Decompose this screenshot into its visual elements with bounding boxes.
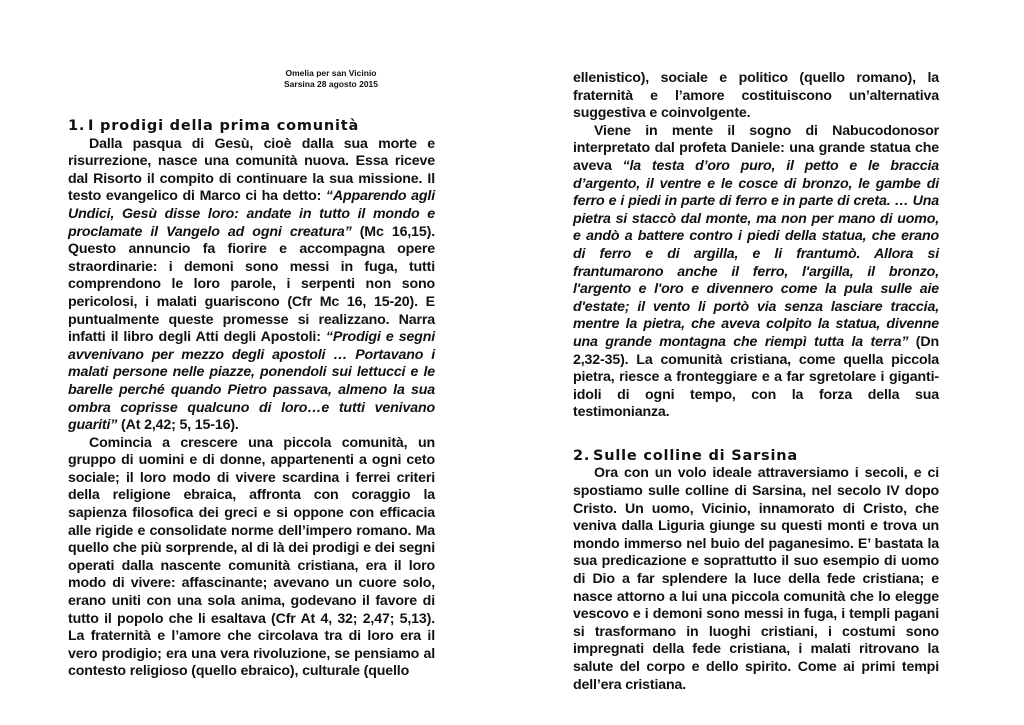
section-2-title: Sulle colline di Sarsina <box>593 447 798 464</box>
paragraph <box>573 123 939 422</box>
paragraph <box>573 70 939 123</box>
body-text: ellenistico), sociale e politico (quello romano), la fraternità e l’amore costituiscono un’alternativa suggestiva e coinvolgente. <box>573 70 939 122</box>
quotation-text: “la testa d’oro puro, il petto e le braccia d’argento, il ventre e le cosce di bronzo, le gambe di ferro e i piedi in parte di ferro e in parte di creta. … Una pietra si staccò dal monte, ma non per mano di uomo, e andò a battere contro i piedi della statua, che erano di ferro e di argilla, e li frantumò. Allora si frantumarono anche il ferro, l'argilla, il bronzo, l'argento e l'oro e divennero come la pula sulle aie d'estate; il vento li portò via senza lasciare traccia, mentre la pietra, che aveva colpito la statua, divenne una grande montagna che riempì tutta la terra” <box>573 157 939 350</box>
header-title: Omelia per san Vicinio <box>285 68 377 78</box>
body-text: Dalla pasqua di Gesù, cioè dalla sua morte e risurrezione, nasce una comunità nuova. Essa riceve dal Risorto il compito di continuare la sua missione. Il testo evangelico di Marco ci ha detto: <box>68 135 435 205</box>
right-column <box>573 0 939 694</box>
body-text: (At 2,42; 5, 15-16). <box>117 417 239 434</box>
header-date: Sarsina 28 agosto 2015 <box>283 79 379 89</box>
body-text: Comincia a crescere una piccola comunità, un gruppo di uomini e di donne, appartenenti a ogni ceto sociale; il loro modo di vivere scardina i ferrei criteri della religione ebraica, affronta con coraggio la sapienza filosofica dei greci e si oppone con efficacia alle rigide e consolidate norme dell’impero romano. Ma quello che più sorprende, al di là dei prodigi e dei segni operati dalla nascente comunità cristiana, era il loro modo di vivere: affascinante; avevano un cuore solo, erano uniti con una sola anima, godevano il favore di tutto il popolo che li esaltava (Cfr At 4, 32; 2,47; 5,13). La fraternità e l’amore che circolava tra di loro era il vero prodigio; era una vera rivoluzione, se pensiamo al contesto religioso (quello ebraico), culturale (quello <box>68 434 435 680</box>
paragraph <box>68 136 435 435</box>
section-2-heading <box>573 448 939 466</box>
body-text: Ora con un volo ideale attraversiamo i secoli, e ci spostiamo sulle colline di Sarsina, nel secolo IV dopo Cristo. Un uomo, Vicinio, innamorato di Cristo, che veniva dalla Liguria giunge su questi monti e trova un mondo immerso nel buio del paganesimo. E’ bastata la sua predicazione e soprattutto il suo esempio di uomo di Dio a far splendere la luce della fede cristiana; e nasce attorno a lui una piccola comunità che lo elegge vescovo e i demoni sono messi in fuga, i templi pagani si trasformano in luoghi cristiani, i costumi sono impregnati della fede cristiana, i malati ritrovano la salute del corpo e dello spirito. Come ai primi tempi dell’era cristiana. <box>573 465 939 693</box>
quotation-text: “Prodigi e segni avvenivano per mezzo degli apostoli … Portavano i malati persone nelle piazze, ponendoli sui lettucci e le barelle perché quando Pietro passava, almeno la sua ombra coprisse qualcuno di loro…e tutti venivano guariti” <box>68 329 436 434</box>
paragraph <box>573 465 939 694</box>
body-text: (Dn 2,32-35). La comunità cristiana, come quella piccola pietra, riesce a fronteggiare e a far sgretolare i giganti-idoli di ogni tempo, con la forza della sua testimonianza. <box>573 333 939 421</box>
body-text: (Mc 16,15). Questo annuncio fa fiorire e accompagna opere straordinarie: i demoni sono messi in fuga, tutti comprendono le loro parole, i serpenti non sono pericolosi, i malati guariscono (Cfr Mc 16, 15-20). E puntualmente queste promesse si realizzano. Narra infatti il libro degli Atti degli Apostoli: <box>68 223 435 346</box>
section-2-number: 2. <box>573 447 591 464</box>
section-1-title: I prodigi della prima comunità <box>88 118 360 134</box>
left-column <box>68 0 435 681</box>
quotation-text: “Apparendo agli Undici, Gesù disse loro: andate in tutto il mondo e proclamate il Vangelo ad ogni creatura” <box>68 188 435 240</box>
paragraph <box>68 435 435 681</box>
section-1-heading <box>68 118 435 136</box>
body-text: Viene in mente il sogno di Nabucodonosor interpretato dal profeta Daniele: una grande statua che aveva <box>573 122 939 174</box>
section-1-number: 1. <box>68 118 86 134</box>
